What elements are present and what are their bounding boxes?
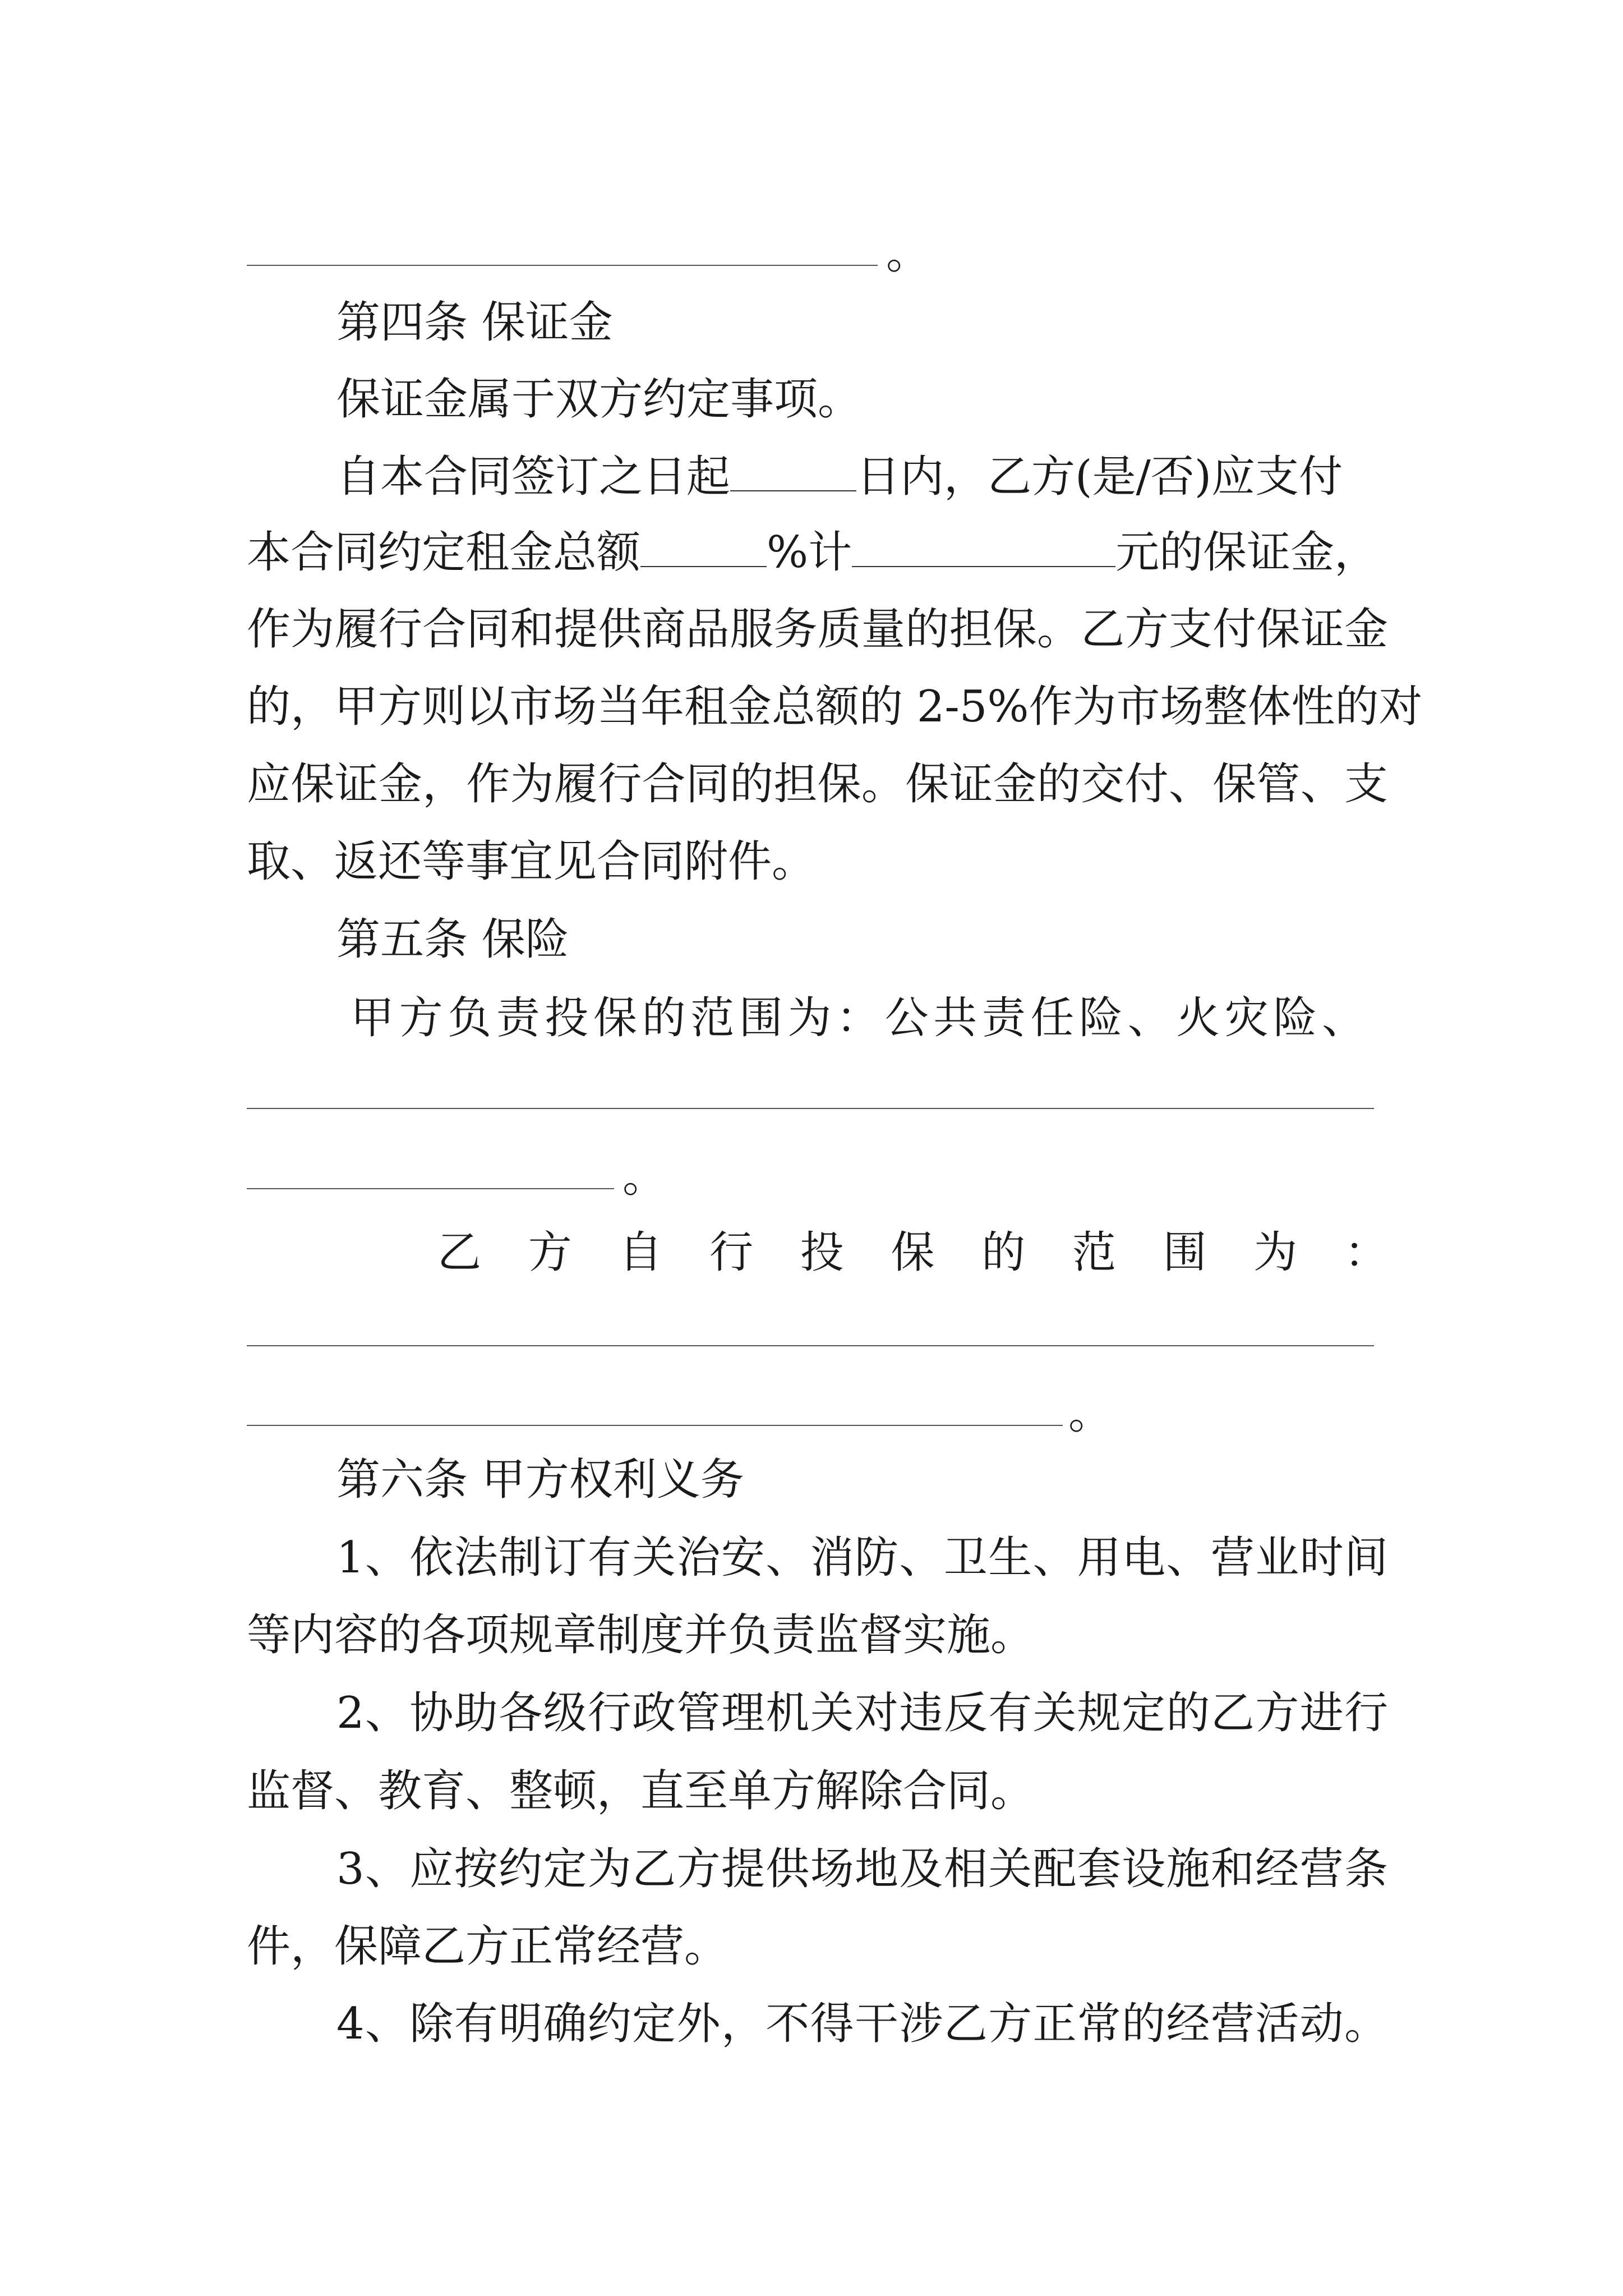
paragraph-line: 甲方负责投保的范围为：公共责任险、火灾险、	[351, 993, 1366, 1043]
text-segment: 元的保证金，	[1115, 527, 1378, 578]
blank-fill-line	[247, 1188, 614, 1189]
paragraph-line: 件，保障乙方正常经营。	[247, 1921, 728, 1972]
article-4-heading: 第四条 保证金	[336, 297, 613, 348]
paragraph-line: 监督、教育、整顿，直至单方解除合同。	[247, 1766, 1035, 1816]
text-segment: 本合同约定租金总额	[247, 527, 641, 578]
text-segment: 自本合同签订之日起	[336, 452, 731, 502]
article-5-heading: 第五条 保险	[336, 914, 569, 965]
paragraph-line: 2、协助各级行政管理机关对违反有关规定的乙方进行	[336, 1688, 1388, 1738]
blank-field	[640, 527, 767, 567]
paragraph-line	[247, 524, 1388, 581]
line-tail-period: 。	[1068, 1388, 1113, 1439]
article-6-heading: 第六条 甲方权利义务	[336, 1455, 744, 1505]
blank-fill-line	[247, 1108, 1374, 1109]
paragraph-line: 作为履行合同和提供商品服务质量的担保。乙方支付保证金	[247, 604, 1388, 655]
blank-fill-line	[247, 265, 878, 266]
paragraph-line: 取、返还等事宜见合同附件。	[247, 836, 816, 887]
paragraph-line	[336, 449, 1388, 505]
paragraph-line: 等内容的各项规章制度并负责监督实施。	[247, 1610, 1035, 1660]
blank-field	[730, 451, 856, 491]
paragraph-line: 保证金属于双方约定事项。	[336, 374, 862, 425]
line-tail-period: 。	[623, 1152, 667, 1202]
paragraph-line: 应保证金，作为履行合同的担保。保证金的交付、保管、支	[247, 759, 1388, 809]
blank-field	[852, 527, 1115, 567]
text-segment: 日内，乙方(是/否)应支付	[856, 452, 1343, 502]
paragraph-line: 的，甲方则以市场当年租金总额的 2-5%作为市场整体性的对	[247, 682, 1423, 732]
paragraph-line: 1、依法制订有关治安、消防、卫生、用电、营业时间	[336, 1533, 1388, 1583]
paragraph-line: 4、除有明确约定外，不得干涉乙方正常的经营活动。	[336, 1999, 1388, 2049]
blank-fill-line	[247, 1345, 1374, 1346]
paragraph-line: 3、应按约定为乙方提供场地及相关配套设施和经营条	[336, 1844, 1388, 1894]
line-tail-period: 。	[886, 228, 930, 279]
blank-fill-line	[247, 1425, 1063, 1426]
paragraph-line: 乙 方 自 行 投 保 的 范 围 为 ：	[437, 1227, 1388, 1278]
text-segment: %计	[767, 527, 852, 578]
